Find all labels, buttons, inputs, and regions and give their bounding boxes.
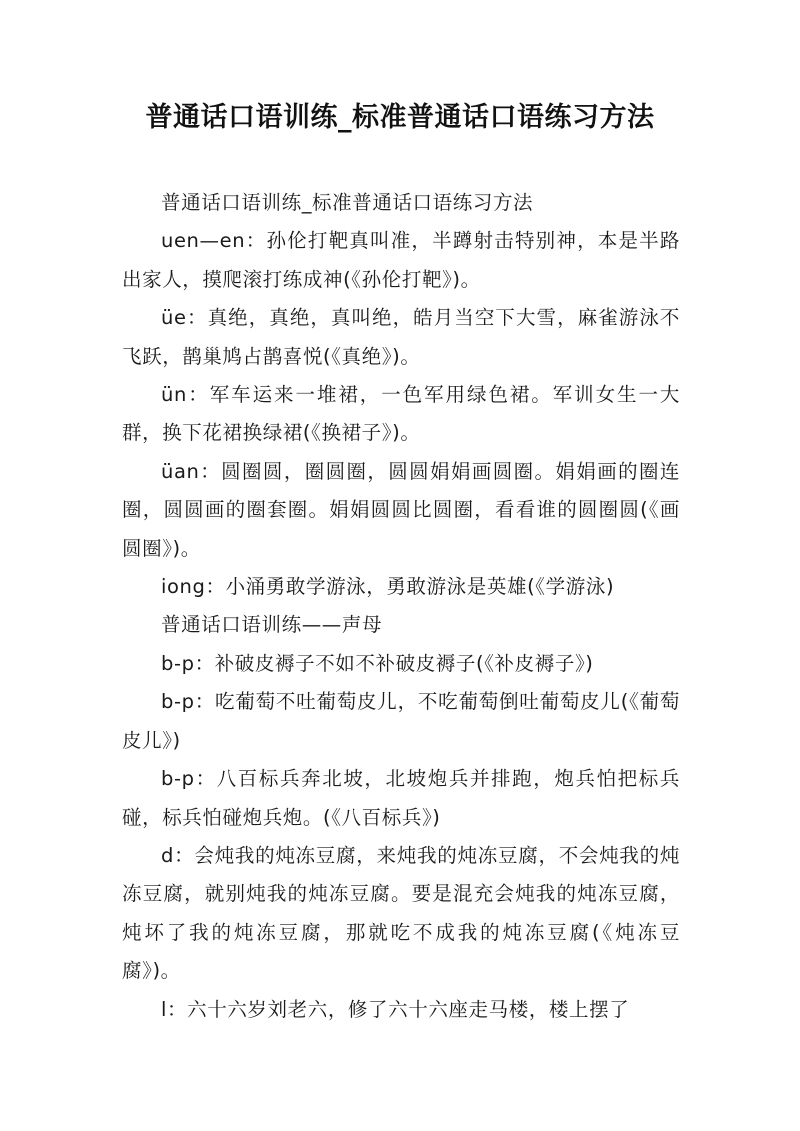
paragraph-b-p-2: b-p：吃葡萄不吐葡萄皮儿，不吃葡萄倒吐葡萄皮儿(《葡萄皮儿》)	[122, 690, 680, 752]
paragraph-b-p-3: b-p：八百标兵奔北坡，北坡炮兵并排跑，炮兵怕把标兵碰，标兵怕碰炮兵炮。(《八百标兵》)	[122, 767, 680, 829]
document-title: 普通话口语训练_标准普通话口语练习方法	[145, 102, 655, 133]
paragraph-d: d：会炖我的炖冻豆腐，来炖我的炖冻豆腐，不会炖我的炖冻豆腐，就别炖我的炖冻豆腐。要是混充会炖我的炖冻豆腐，炖坏了我的炖冻豆腐，那就吃不成我的炖冻豆腐(《炖冻豆腐》)。	[122, 843, 680, 983]
paragraph-uen-en: uen—en：孙伦打靶真叫准，半蹲射击特别神，本是半路出家人，摸爬滚打练成神(《孙伦打靶》)。	[122, 229, 680, 291]
paragraph-subtitle: 普通话口语训练_标准普通话口语练习方法	[161, 191, 534, 214]
paragraph-l: l：六十六岁刘老六，修了六十六座走马楼，楼上摆了	[161, 997, 630, 1021]
section-heading-initials: 普通话口语训练——声母	[161, 613, 383, 637]
paragraph-uan: üan：圆圈圆，圈圆圈，圆圆娟娟画圆圈。娟娟画的圈连圈，圆圆画的圈套圈。娟娟圆圆比圆圈，看看谁的圆圈圆(《画圆圈》)。	[122, 459, 680, 560]
paragraph-iong: iong：小涌勇敢学游泳，勇敢游泳是英雄(《学游泳)	[161, 575, 615, 599]
paragraph-ue: üe：真绝，真绝，真叫绝，皓月当空下大雪，麻雀游泳不飞跃，鹊巢鸠占鹊喜悦(《真绝》)。	[122, 306, 680, 368]
paragraph-b-p-1: b-p：补破皮褥子不如不补破皮褥子(《补皮褥子》)	[161, 651, 594, 675]
document-body	[122, 184, 680, 1029]
paragraph-un: ün：军车运来一堆裙，一色军用绿色裙。军训女生一大群，换下花裙换绿裙(《换裙子》)。	[122, 383, 680, 445]
